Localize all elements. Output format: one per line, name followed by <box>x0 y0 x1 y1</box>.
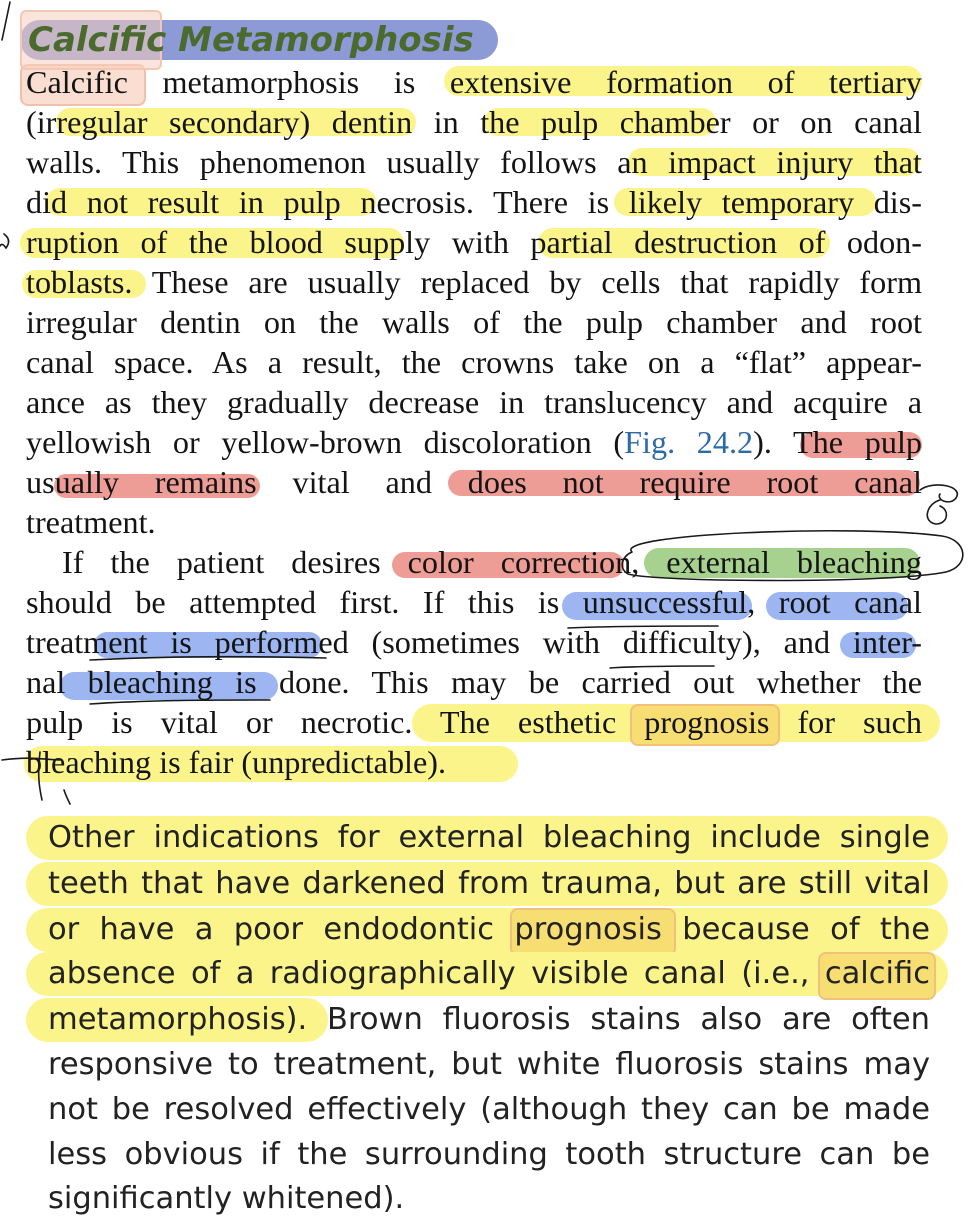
text-line: Other indications for external bleaching include single <box>48 820 930 855</box>
text-line: ruption of the blood supply with partial destruction of odon- <box>26 224 922 260</box>
text-line: should be attempted first. If this is unsuccessful, root canal <box>26 584 922 620</box>
pen-stroke <box>0 234 9 248</box>
text-line: pulp is vital or necrotic. The esthetic prognosis for such <box>26 704 922 740</box>
text-line: did not result in pulp necrosis. There is likely temporary dis- <box>26 184 922 220</box>
text-line: ance as they gradually decrease in translucency and acquire a <box>26 384 922 420</box>
text-line: significantly whitened). <box>48 1181 405 1216</box>
text-line: not be resolved effectively (although they can be made <box>48 1092 930 1127</box>
text-line: or have a poor endodontic prognosis because of the <box>48 912 930 947</box>
pen-stroke <box>920 485 957 524</box>
text-line: bleaching is fair (unpredictable). <box>26 744 447 780</box>
text-line: toblasts. These are usually replaced by cells that rapidly form <box>26 264 922 300</box>
text-line: irregular dentin on the walls of the pulp chamber and root <box>26 304 922 340</box>
text-line: metamorphosis). Brown fluorosis stains also are often <box>48 1002 930 1037</box>
text-line: canal space. As a result, the crowns take on a “flat” appear- <box>26 344 922 380</box>
text-line: Calcific metamorphosis is extensive formation of tertiary <box>26 64 922 100</box>
text-line: treatment. <box>26 504 156 540</box>
text-line: yellowish or yellow-brown discoloration (Fig. 24.2). The pulp <box>26 424 922 460</box>
text-line: absence of a radiographically visible canal (i.e., calcific <box>48 956 930 991</box>
text-line: (irregular secondary) dentin in the pulp chamber or on canal <box>26 104 922 140</box>
heading-text: Calcific Metamorphosis <box>28 20 474 60</box>
text-line: walls. This phenomenon usually follows an impact injury that <box>26 144 922 180</box>
figure-link[interactable]: Fig. 24.2 <box>624 424 754 460</box>
text-line: less obvious if the surrounding tooth structure can be <box>48 1137 930 1172</box>
text-line: If the patient desires color correction, external bleaching <box>62 544 922 580</box>
text-line: nal bleaching is done. This may be carried out whether the <box>26 664 922 700</box>
text-line: responsive to treatment, but white fluorosis stains may <box>48 1047 930 1082</box>
section-heading <box>22 14 488 66</box>
pen-stroke <box>2 2 10 40</box>
text-line: usually remains vital and does not require root canal <box>26 464 922 500</box>
text-line: teeth that have darkened from trauma, but are still vital <box>48 866 930 901</box>
text-line: treatment is performed (sometimes with difficulty), and inter- <box>26 624 922 660</box>
